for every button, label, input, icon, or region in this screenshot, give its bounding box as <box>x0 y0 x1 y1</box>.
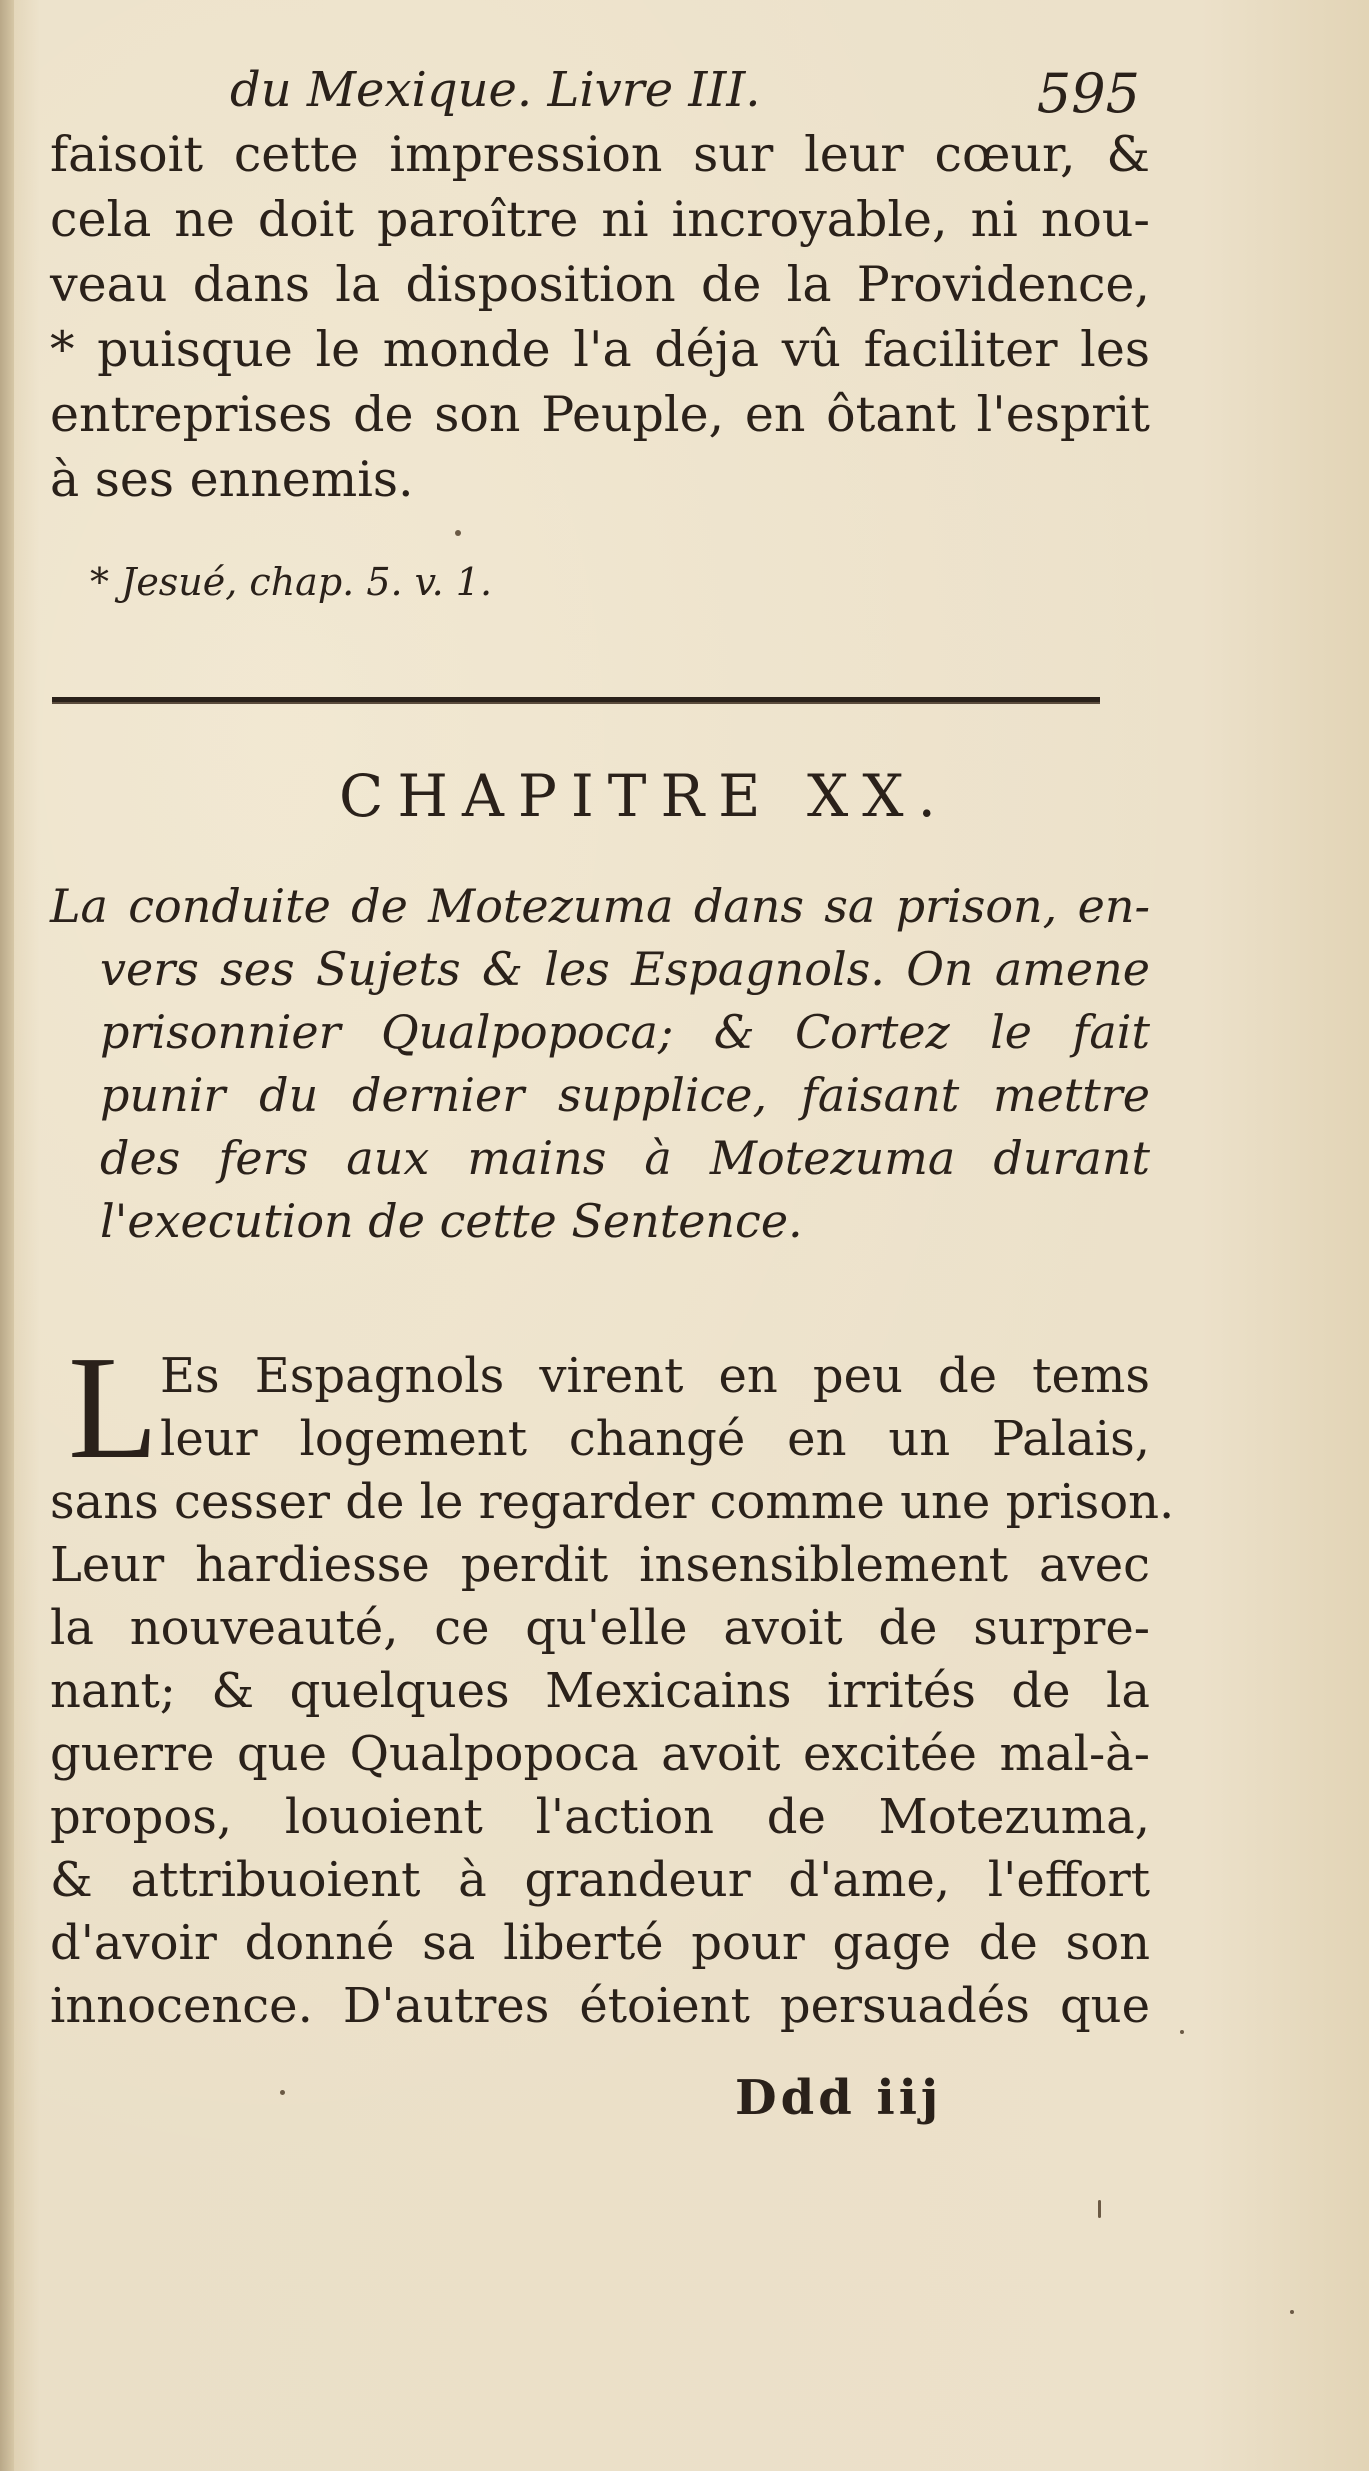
page-number: 595 <box>1036 62 1140 125</box>
paper-speck <box>280 2090 285 2095</box>
text-line: sans cesser de le regarder comme une prison. <box>50 1474 1175 1530</box>
text-line: leur logement changé en un Palais, <box>160 1411 1150 1467</box>
text-line: à ses ennemis. <box>50 451 414 508</box>
text-line: cela ne doit paroître ni incroyable, ni nou- <box>50 191 1150 248</box>
footnote: * Jesué, chap. 5. v. 1. <box>90 560 493 604</box>
chapter-body <box>50 1326 1175 2038</box>
text-line: faisoit cette impression sur leur cœur, & <box>50 126 1150 183</box>
text-line: veau dans la disposition de la Providence, <box>50 256 1150 313</box>
text-line: entreprises de son Peuple, en ôtant l'esprit <box>50 386 1150 443</box>
paper-speck <box>1180 2030 1184 2034</box>
text-line: nant; & quelques Mexicains irrités de la <box>50 1663 1150 1719</box>
paper-speck <box>455 530 461 536</box>
text-line: propos, louoient l'action de Motezuma, <box>50 1789 1150 1845</box>
summary-line: La conduite de Motezuma dans sa prison, en- <box>50 879 1150 933</box>
continued-paragraph <box>50 122 1150 512</box>
summary-line: l'execution de cette Sentence. <box>100 1194 803 1248</box>
paper-speck <box>1098 2200 1101 2218</box>
drop-cap-block <box>50 1326 1150 1490</box>
text-line: Leur hardiesse perdit insensiblement avec <box>50 1537 1150 1593</box>
summary-line: vers ses Sujets & les Espagnols. On amene <box>100 942 1150 996</box>
summary-line: prisonnier Qualpopoca; & Cortez le fait <box>100 1005 1150 1059</box>
running-title: du Mexique. Livre III. <box>230 62 761 118</box>
section-rule <box>52 697 1100 704</box>
text-line: d'avoir donné sa liberté pour gage de son <box>50 1915 1150 1971</box>
page-gutter <box>0 0 14 2471</box>
drop-cap: L <box>68 1326 159 1490</box>
paper-speck <box>1290 2310 1294 2314</box>
text-line: & attribuoient à grandeur d'ame, l'effort <box>50 1852 1150 1908</box>
chapter-summary <box>50 875 1150 1253</box>
text-line: * puisque le monde l'a déja vû faciliter les <box>50 321 1150 378</box>
summary-line: punir du dernier supplice, faisant mettre <box>100 1068 1150 1122</box>
text-line: innocence. D'autres étoient persuadés que <box>50 1978 1150 2034</box>
text-line: la nouveauté, ce qu'elle avoit de surpre- <box>50 1600 1150 1656</box>
text-line: guerre que Qualpopoca avoit excitée mal-à- <box>50 1726 1150 1782</box>
chapter-title: CHAPITRE XX. <box>339 762 950 830</box>
summary-line: des fers aux mains à Motezuma durant <box>100 1131 1150 1185</box>
signature-mark: Ddd iij <box>735 2070 943 2126</box>
text-line: Es Espagnols virent en peu de tems <box>160 1348 1150 1404</box>
